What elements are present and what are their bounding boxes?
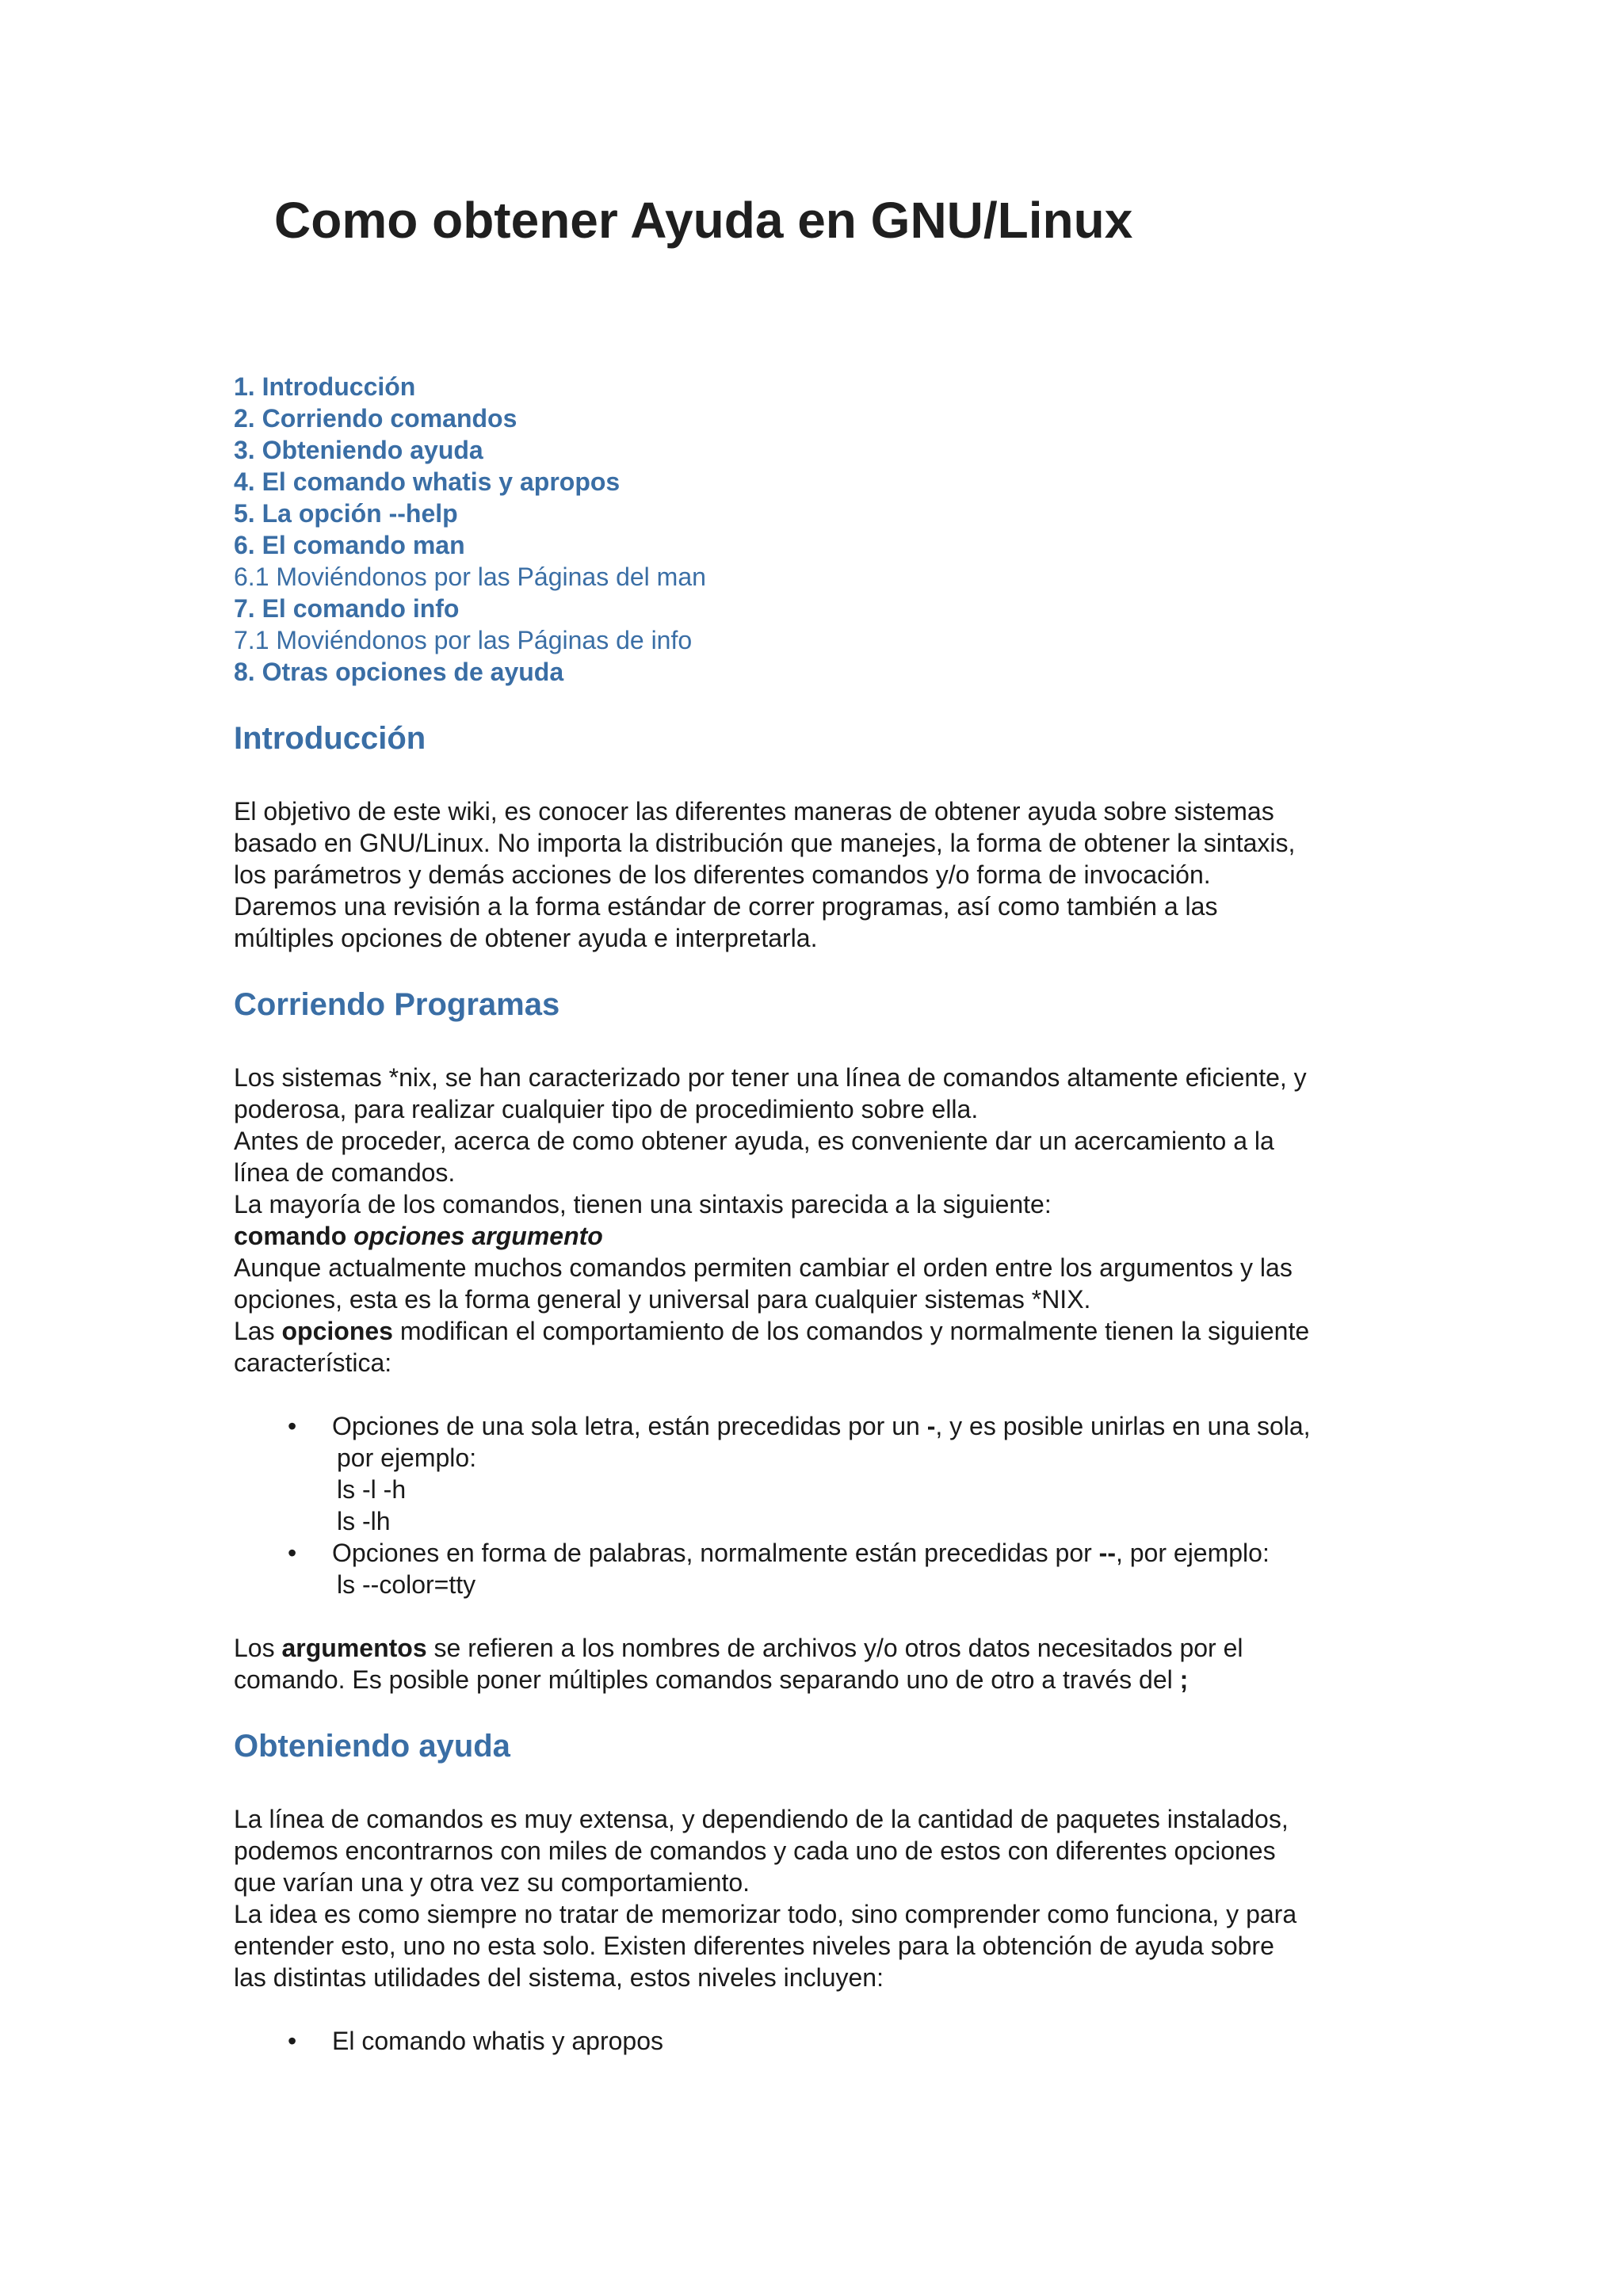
corriendo-line: línea de comandos. — [234, 1158, 456, 1187]
argumentos-paragraph: Los argumentos se refieren a los nombres de archivos y/o otros datos necesitados por el comando. Es posible poner múltiples comandos separando uno de otro a través del ; — [234, 1634, 1243, 1694]
corriendo-line: Aunque actualmente muchos comandos permiten cambiar el orden entre los argumentos y las — [234, 1253, 1293, 1282]
corriendo-line: opciones, esta es la forma general y universal para cualquier sistemas *NIX. — [234, 1285, 1091, 1314]
help-levels-list — [234, 2025, 1423, 2057]
bullet-icon: • — [288, 1539, 297, 1567]
heading-obteniendo-ayuda: Obteniendo ayuda — [234, 1729, 510, 1764]
obteniendo-line: La línea de comandos es muy extensa, y dependiendo de la cantidad de paquetes instalados, — [234, 1805, 1289, 1833]
bullet-icon: • — [288, 1412, 297, 1440]
example-command: ls --color=tty — [337, 1570, 476, 1599]
table-of-contents — [234, 371, 1423, 688]
obteniendo-line: podemos encontrarnos con miles de comandos y cada uno de estos con diferentes opciones — [234, 1836, 1276, 1865]
toc-item-introduccion[interactable]: 1. Introducción — [234, 372, 416, 401]
obteniendo-line: las distintas utilidades del sistema, estos niveles incluyen: — [234, 1963, 884, 1992]
toc-item-paginas-man[interactable]: 6.1 Moviéndonos por las Páginas del man — [234, 563, 706, 591]
intro-line: El objetivo de este wiki, es conocer las diferentes maneras de obtener ayuda sobre sistemas — [234, 797, 1274, 826]
toc-item-otras-opciones[interactable]: 8. Otras opciones de ayuda — [234, 658, 564, 686]
example-command: ls -l -h — [337, 1475, 407, 1504]
list-item: • Opciones en forma de palabras, normalmente están precedidas por --, por ejemplo: ls --color=tty — [234, 1537, 1423, 1600]
intro-line: basado en GNU/Linux. No importa la distribución que manejes, la forma de obtener la sintaxis, — [234, 829, 1296, 857]
corriendo-line: característica: — [234, 1348, 392, 1377]
corriendo-line: La mayoría de los comandos, tienen una sintaxis parecida a la siguiente: — [234, 1190, 1052, 1219]
toc-item-paginas-info[interactable]: 7.1 Moviéndonos por las Páginas de info — [234, 626, 693, 654]
argumentos-term: argumentos — [281, 1634, 427, 1662]
command-syntax — [234, 1220, 1423, 1252]
toc-item-corriendo-comandos[interactable]: 2. Corriendo comandos — [234, 404, 517, 433]
obteniendo-line: que varían una y otra vez su comportamiento. — [234, 1868, 750, 1897]
document-body — [234, 371, 1423, 2057]
document-title: Como obtener Ayuda en GNU/Linux — [274, 192, 1133, 249]
obteniendo-line: La idea es como siempre no tratar de memorizar todo, sino comprender como funciona, y para — [234, 1900, 1297, 1928]
example-command: ls -lh — [337, 1507, 391, 1535]
corriendo-line: poderosa, para realizar cualquier tipo de procedimiento sobre ella. — [234, 1095, 979, 1123]
toc-item-whatis-apropos[interactable]: 4. El comando whatis y apropos — [234, 467, 621, 496]
toc-item-comando-info[interactable]: 7. El comando info — [234, 594, 460, 623]
corriendo-paragraph — [234, 1062, 1423, 1379]
corriendo-line: Antes de proceder, acerca de como obtener ayuda, es conveniente dar un acercamiento a la — [234, 1127, 1274, 1155]
opciones-term: opciones — [281, 1317, 393, 1345]
list-item: • El comando whatis y apropos — [288, 2027, 663, 2055]
syntax-options-arguments: opciones argumento — [353, 1222, 603, 1250]
toc-item-obteniendo-ayuda[interactable]: 3. Obteniendo ayuda — [234, 436, 483, 464]
obteniendo-paragraph — [234, 1803, 1423, 1993]
intro-line: múltiples opciones de obtener ayuda e interpretarla. — [234, 924, 818, 952]
obteniendo-line: entender esto, uno no esta solo. Existen diferentes niveles para la obtención de ayuda sobre — [234, 1932, 1274, 1960]
list-item: • Opciones de una sola letra, están precedidas por un -, y es posible unirlas en una sola, por ejemplo: ls -l -h ls -lh — [234, 1410, 1423, 1537]
toc-item-comando-man[interactable]: 6. El comando man — [234, 531, 465, 559]
intro-line: los parámetros y demás acciones de los diferentes comandos y/o forma de invocación. — [234, 860, 1211, 889]
opciones-line: Las opciones modifican el comportamiento de los comandos y normalmente tienen la siguiente — [234, 1317, 1310, 1345]
options-bullet-list — [234, 1410, 1423, 1600]
intro-line: Daremos una revisión a la forma estándar de correr programas, así como también a las — [234, 892, 1218, 921]
intro-paragraph — [234, 795, 1423, 954]
toc-item-opcion-help[interactable]: 5. La opción --help — [234, 499, 458, 528]
heading-introduccion: Introducción — [234, 721, 426, 756]
syntax-command: comando — [234, 1222, 347, 1250]
heading-corriendo-programas: Corriendo Programas — [234, 987, 560, 1022]
bullet-icon: • — [288, 2027, 297, 2055]
corriendo-line: Los sistemas *nix, se han caracterizado por tener una línea de comandos altamente eficiente, y — [234, 1063, 1307, 1092]
